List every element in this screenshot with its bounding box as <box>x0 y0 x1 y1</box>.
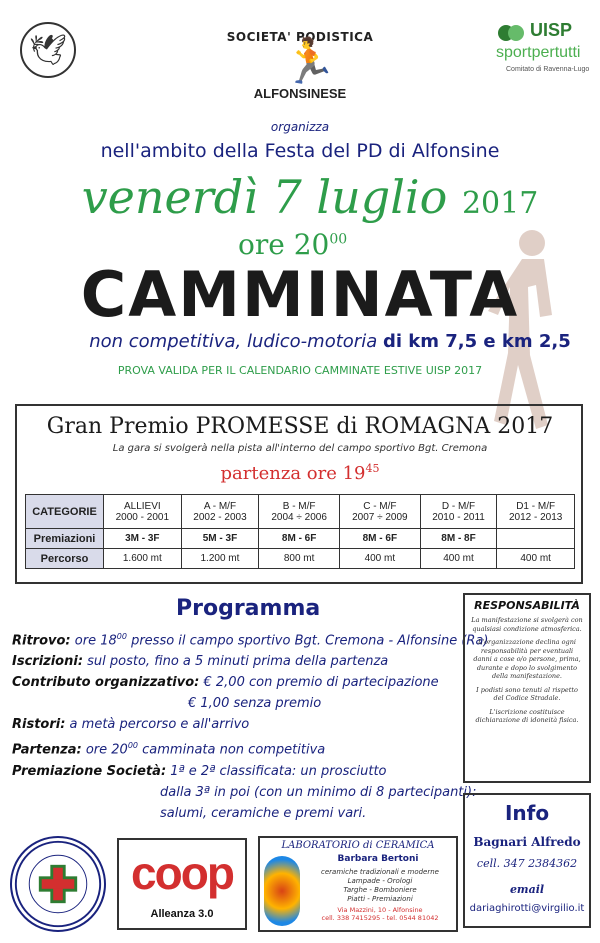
lab-phone: cell. 338 7415295 - tel. 0544 81042 <box>321 914 439 922</box>
responsabilita-box <box>463 593 591 783</box>
table-row <box>26 549 575 569</box>
info-contact-name: Bagnari Alfredo <box>473 835 581 849</box>
gran-premio-title: Gran Premio PROMESSE di ROMAGNA 2017 <box>46 414 554 439</box>
coop-logo: coop <box>131 847 233 899</box>
programma-contributo: Contributo organizzativo: € 2,00 con premio di partecipazione <box>12 675 439 691</box>
alleanza-text: Alleanza 3.0 <box>150 908 214 920</box>
cat-cell <box>497 495 575 529</box>
perc-cell: 400 mt <box>497 549 575 569</box>
uisp-name: UISP <box>530 20 573 40</box>
gran-premio-box <box>15 404 583 584</box>
programma-premiazione-3: salumi, ceramiche e premi vari. <box>160 805 367 821</box>
uisp-slogan: sportpertutti <box>496 44 581 61</box>
runner-logo-icon: 🏃 <box>282 36 337 87</box>
prem-cell: 8M - 6F <box>259 529 340 549</box>
row-header-categorie: CATEGORIE <box>26 495 104 529</box>
dove-logo-icon: 🕊 <box>20 22 76 78</box>
prem-cell: 3M - 3F <box>104 529 182 549</box>
gran-premio-subtitle: La gara si svolgerà nella pista all'interno del campo sportivo Bgt. Cremona <box>112 443 488 454</box>
gp-partenza-sup: 45 <box>365 462 380 475</box>
responsabilita-title: RESPONSABILITÀ <box>474 599 580 612</box>
cat-cell <box>420 495 497 529</box>
gran-premio-partenza <box>17 462 583 484</box>
event-date <box>30 170 590 224</box>
responsabilita-p3: I podisti sono tenuti al rispetto del Codice Stradale. <box>476 685 578 702</box>
cat-name: D1 - M/F <box>516 500 556 512</box>
lab-item: Lampade - Orologi <box>347 877 413 885</box>
pubblica-assistenza-logo-icon <box>10 836 106 932</box>
ceramica-sponsor <box>258 836 458 932</box>
cat-cell <box>259 495 340 529</box>
cat-years: 2007 ÷ 2009 <box>352 511 408 523</box>
programma-ristori: Ristori: a metà percorso e all'arrivo <box>12 717 250 733</box>
row-header-percorso: Percorso <box>26 549 104 569</box>
event-time-sup: 00 <box>329 231 348 248</box>
responsabilita-p1: La manifestazione si svolgerà con qualsiasi condizione atmosferica. <box>471 616 583 633</box>
subtitle-italic: non competitiva, ludico-motoria <box>89 331 378 352</box>
info-title: Info <box>504 801 550 825</box>
table-row <box>26 529 575 549</box>
programma-list <box>12 626 489 824</box>
event-time-main: ore 20 <box>238 228 330 261</box>
event-date-day: venerdì 7 luglio <box>81 170 448 224</box>
prem-cell: 8M - 8F <box>420 529 497 549</box>
organizza-text: organizza <box>270 120 330 134</box>
cat-name: D - M/F <box>441 500 476 512</box>
ceramic-plate-icon <box>264 856 300 926</box>
cat-years: 2010 - 2011 <box>432 511 485 523</box>
event-title: CAMMINATA <box>80 258 520 331</box>
cat-cell <box>340 495 421 529</box>
prem-cell: 8M - 6F <box>340 529 421 549</box>
lab-item: ceramiche tradizionali e moderne <box>321 868 439 876</box>
cat-name: C - M/F <box>363 500 397 512</box>
perc-cell: 1.600 mt <box>104 549 182 569</box>
coop-sponsor <box>117 838 247 930</box>
prem-cell: 5M - 3F <box>181 529 259 549</box>
lab-street: Via Mazzini, 10 - Alfonsine <box>337 906 423 914</box>
categories-table <box>25 494 575 569</box>
gp-partenza-main: partenza ore 19 <box>220 463 366 484</box>
cat-years: 2012 - 2013 <box>508 511 563 523</box>
perc-cell: 1.200 mt <box>181 549 259 569</box>
info-phone: cell. 347 2384362 <box>476 857 578 870</box>
table-row <box>26 495 575 529</box>
responsabilita-p4: L'iscrizione costituisce dichiarazione di idoneità fisica. <box>475 707 579 724</box>
cat-cell <box>181 495 259 529</box>
cat-name: B - M/F <box>282 500 316 512</box>
lab-title: LABORATORIO di CERAMICA <box>281 840 435 851</box>
cat-years: 2004 ÷ 2006 <box>271 511 327 523</box>
cat-cell <box>104 495 182 529</box>
club-name-bottom: ALFONSINESE <box>253 86 347 101</box>
lab-item: Piatti - Premiazioni <box>347 895 413 903</box>
uisp-subtitle: Comitato di Ravenna-Lugo <box>506 66 590 73</box>
club-name-top: SOCIETA' PODISTICA <box>226 30 374 44</box>
perc-cell: 400 mt <box>420 549 497 569</box>
uisp-logo-icon <box>496 20 526 46</box>
programma-iscrizioni: Iscrizioni: sul posto, fino a 5 minuti prima della partenza <box>12 654 389 670</box>
perc-cell: 800 mt <box>259 549 340 569</box>
programma-contributo-2: € 1,00 senza premio <box>188 696 322 712</box>
programma-title: Programma <box>176 596 321 621</box>
lab-items <box>304 868 456 904</box>
prem-cell <box>497 529 575 549</box>
info-box <box>463 793 591 928</box>
lab-item: Targhe - Bomboniere <box>343 886 417 894</box>
perc-cell: 400 mt <box>340 549 421 569</box>
info-email-link[interactable]: dariaghirotti@virgilio.it <box>469 903 585 914</box>
cat-years: 2002 - 2003 <box>193 511 247 523</box>
event-subtitle <box>60 331 600 352</box>
event-time <box>238 228 347 261</box>
event-date-year: 2017 <box>461 186 539 221</box>
programma-ritrovo: Ritrovo: ore $18^{00}$ presso il campo sportivo Bgt. Cremona - Alfonsine (Ra) <box>12 632 489 649</box>
lab-address <box>304 906 456 922</box>
cat-years: 2000 - 2001 <box>115 511 170 523</box>
row-header-premiazioni: Premiazioni <box>26 529 104 549</box>
responsabilita-p2: L'organizzazione declina ogni responsabilità per eventuali danni a cose o/o persone, prima, durante e dopo lo svolgimento della manifestazione. <box>473 638 581 680</box>
subtitle-bold: di km 7,5 e km 2,5 <box>382 331 571 352</box>
info-email-label: email <box>509 883 545 896</box>
programma-premiazione-2: dalla 3ª in poi (con un minimo di 8 partecipanti): <box>160 784 477 800</box>
ambito-text: nell'ambito della Festa del PD di Alfonsine <box>100 140 500 162</box>
lab-owner: Barbara Bertoni <box>337 854 419 864</box>
cat-name: A - M/F <box>203 500 237 512</box>
cat-name: ALLIEVI <box>123 500 161 512</box>
programma-partenza: Partenza: ore $20^{00}$ camminata non competitiva <box>12 741 326 758</box>
prova-valida-text: PROVA VALIDA PER IL CALENDARIO CAMMINATE ESTIVE UISP 2017 <box>117 364 483 377</box>
programma-premiazione: Premiazione Società: 1ª e 2ª classificata: un prosciutto <box>12 763 387 779</box>
